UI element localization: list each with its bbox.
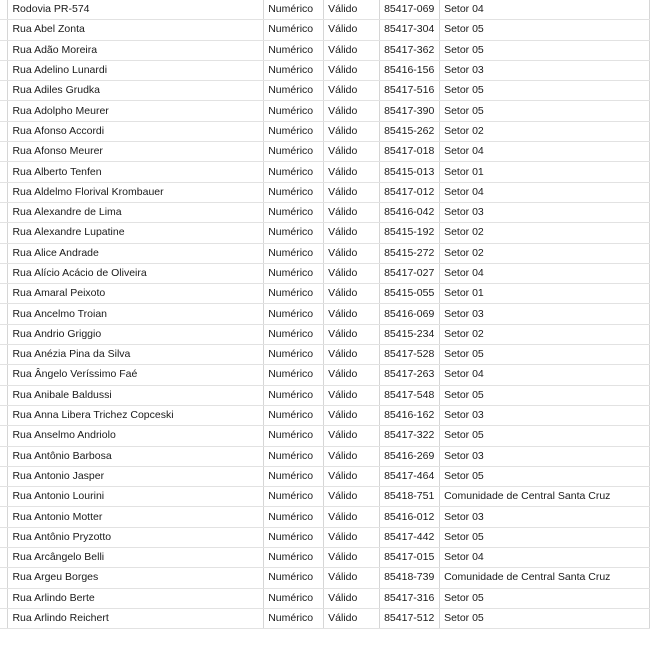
cell-type[interactable]: Numérico [264,304,324,324]
row-gutter [0,142,8,162]
cell-sector[interactable]: Setor 05 [440,588,650,608]
cell-street[interactable]: Rua Abel Zonta [8,20,264,40]
cell-type[interactable]: Numérico [264,142,324,162]
cell-sector[interactable]: Setor 01 [440,162,650,182]
row-gutter [0,405,8,425]
table-row[interactable] [0,40,650,60]
cell-status[interactable]: Válido [324,60,380,80]
table-row[interactable] [0,446,650,466]
cell-cep[interactable]: 85417-512 [380,608,440,628]
table-row[interactable] [0,162,650,182]
table-row[interactable] [0,487,650,507]
cell-cep[interactable]: 85417-516 [380,81,440,101]
cell-street[interactable]: Rua Anselmo Andriolo [8,426,264,446]
cell-type[interactable]: Numérico [264,507,324,527]
cell-cep[interactable]: 85417-012 [380,182,440,202]
cell-sector[interactable]: Setor 03 [440,446,650,466]
cell-type[interactable]: Numérico [264,162,324,182]
cell-type[interactable]: Numérico [264,548,324,568]
cell-street[interactable]: Rua Adiles Grudka [8,81,264,101]
cell-status[interactable]: Válido [324,548,380,568]
cell-status[interactable]: Válido [324,446,380,466]
cell-type[interactable]: Numérico [264,588,324,608]
cell-street[interactable]: Rua Afonso Meurer [8,142,264,162]
cell-cep[interactable]: 85416-269 [380,446,440,466]
cell-type[interactable]: Numérico [264,324,324,344]
cell-cep[interactable]: 85415-192 [380,223,440,243]
cell-street[interactable]: Rua Adolpho Meurer [8,101,264,121]
cell-cep[interactable]: 85417-390 [380,101,440,121]
table-row[interactable] [0,263,650,283]
table-row[interactable] [0,608,650,628]
row-gutter [0,0,8,20]
cell-street[interactable]: Rua Adelino Lunardi [8,60,264,80]
row-gutter [0,263,8,283]
cell-sector[interactable]: Setor 03 [440,202,650,222]
row-gutter [0,527,8,547]
cell-type[interactable]: Numérico [264,263,324,283]
table-row[interactable] [0,405,650,425]
cell-status[interactable]: Válido [324,588,380,608]
row-gutter [0,182,8,202]
cell-sector[interactable]: Setor 05 [440,426,650,446]
cell-status[interactable]: Válido [324,507,380,527]
cell-sector[interactable]: Setor 02 [440,121,650,141]
cell-cep[interactable]: 85417-528 [380,345,440,365]
cell-status[interactable]: Válido [324,162,380,182]
table-row[interactable] [0,548,650,568]
cell-status[interactable]: Válido [324,568,380,588]
cell-sector[interactable]: Setor 04 [440,0,650,20]
cell-type[interactable]: Numérico [264,60,324,80]
cell-street[interactable]: Rua Antônio Barbosa [8,446,264,466]
table-row[interactable] [0,365,650,385]
cell-sector[interactable]: Comunidade de Central Santa Cruz [440,568,650,588]
cell-street[interactable]: Rua Alexandre de Lima [8,202,264,222]
cell-street[interactable]: Rua Afonso Accordi [8,121,264,141]
cell-type[interactable]: Numérico [264,405,324,425]
cell-status[interactable]: Válido [324,304,380,324]
cell-cep[interactable]: 85417-362 [380,40,440,60]
row-gutter [0,466,8,486]
cell-status[interactable]: Válido [324,202,380,222]
cell-street[interactable]: Rua Argeu Borges [8,568,264,588]
cell-sector[interactable]: Setor 05 [440,81,650,101]
cell-status[interactable]: Válido [324,263,380,283]
row-gutter [0,121,8,141]
cell-status[interactable]: Válido [324,81,380,101]
cell-type[interactable]: Numérico [264,81,324,101]
cell-sector[interactable]: Setor 05 [440,527,650,547]
cell-street[interactable]: Rodovia PR-574 [8,0,264,20]
table-row[interactable] [0,121,650,141]
cell-status[interactable]: Válido [324,243,380,263]
cell-cep[interactable]: 85415-234 [380,324,440,344]
cell-type[interactable]: Numérico [264,365,324,385]
cell-sector[interactable]: Setor 05 [440,345,650,365]
cell-status[interactable]: Válido [324,101,380,121]
cell-type[interactable]: Numérico [264,40,324,60]
cell-type[interactable]: Numérico [264,182,324,202]
cell-cep[interactable]: 85417-548 [380,385,440,405]
cell-sector[interactable]: Setor 05 [440,101,650,121]
table-row[interactable] [0,142,650,162]
cell-sector[interactable]: Setor 02 [440,223,650,243]
row-gutter [0,60,8,80]
cell-cep[interactable]: 85416-156 [380,60,440,80]
cell-sector[interactable]: Setor 04 [440,182,650,202]
row-gutter [0,81,8,101]
cell-status[interactable]: Válido [324,223,380,243]
cell-street[interactable]: Rua Anna Libera Trichez Copceski [8,405,264,425]
cell-sector[interactable]: Comunidade de Central Santa Cruz [440,487,650,507]
cell-status[interactable]: Válido [324,527,380,547]
cell-type[interactable]: Numérico [264,345,324,365]
table-row[interactable] [0,345,650,365]
cell-type[interactable]: Numérico [264,385,324,405]
row-gutter [0,426,8,446]
row-gutter [0,568,8,588]
cell-cep[interactable]: 85417-015 [380,548,440,568]
row-gutter [0,608,8,628]
cell-cep[interactable]: 85415-055 [380,284,440,304]
cell-type[interactable]: Numérico [264,446,324,466]
cell-cep[interactable]: 85417-316 [380,588,440,608]
cell-sector[interactable]: Setor 03 [440,304,650,324]
table-row[interactable] [0,568,650,588]
cell-street[interactable]: Rua Aldelmo Florival Krombauer [8,182,264,202]
cell-street[interactable]: Rua Ângelo Veríssimo Faé [8,365,264,385]
table-row[interactable] [0,20,650,40]
table-row[interactable] [0,426,650,446]
cell-cep[interactable]: 85417-018 [380,142,440,162]
cell-type[interactable]: Numérico [264,202,324,222]
cell-cep[interactable]: 85417-027 [380,263,440,283]
cell-sector[interactable]: Setor 05 [440,20,650,40]
cell-street[interactable]: Rua Antonio Motter [8,507,264,527]
cell-sector[interactable]: Setor 05 [440,466,650,486]
cell-type[interactable]: Numérico [264,101,324,121]
row-gutter [0,243,8,263]
table-row[interactable] [0,223,650,243]
row-gutter [0,162,8,182]
cell-status[interactable]: Válido [324,142,380,162]
cell-sector[interactable]: Setor 05 [440,40,650,60]
cell-street[interactable]: Rua Amaral Peixoto [8,284,264,304]
cell-type[interactable]: Numérico [264,527,324,547]
cell-cep[interactable]: 85417-304 [380,20,440,40]
cell-status[interactable]: Válido [324,284,380,304]
row-gutter [0,324,8,344]
cell-street[interactable]: Rua Alice Andrade [8,243,264,263]
cell-street[interactable]: Rua Anibale Baldussi [8,385,264,405]
row-gutter [0,304,8,324]
table-row[interactable] [0,284,650,304]
table-row[interactable] [0,60,650,80]
table-row[interactable] [0,81,650,101]
table-row[interactable] [0,466,650,486]
cell-sector[interactable]: Setor 04 [440,142,650,162]
cell-street[interactable]: Rua Antonio Lourini [8,487,264,507]
cell-status[interactable]: Válido [324,608,380,628]
cell-type[interactable]: Numérico [264,0,324,20]
cell-status[interactable]: Válido [324,365,380,385]
table-row[interactable] [0,101,650,121]
cell-cep[interactable]: 85417-322 [380,426,440,446]
cell-cep[interactable]: 85415-262 [380,121,440,141]
cell-cep[interactable]: 85416-042 [380,202,440,222]
cell-sector[interactable]: Setor 02 [440,243,650,263]
cell-type[interactable]: Numérico [264,608,324,628]
cell-street[interactable]: Rua Antonio Jasper [8,466,264,486]
row-gutter [0,20,8,40]
table-row[interactable] [0,527,650,547]
row-gutter [0,507,8,527]
table-row[interactable] [0,588,650,608]
cell-sector[interactable]: Setor 04 [440,365,650,385]
cell-sector[interactable]: Setor 04 [440,263,650,283]
cell-cep[interactable]: 85416-012 [380,507,440,527]
cell-cep[interactable]: 85415-013 [380,162,440,182]
table-row[interactable] [0,182,650,202]
table-row[interactable] [0,507,650,527]
cell-type[interactable]: Numérico [264,487,324,507]
cell-cep[interactable]: 85418-751 [380,487,440,507]
cell-type[interactable]: Numérico [264,466,324,486]
cell-street[interactable]: Rua Arcângelo Belli [8,548,264,568]
row-gutter [0,385,8,405]
cell-status[interactable]: Válido [324,324,380,344]
cell-sector[interactable]: Setor 04 [440,548,650,568]
table-row[interactable] [0,385,650,405]
row-gutter [0,101,8,121]
cell-sector[interactable]: Setor 01 [440,284,650,304]
row-gutter [0,487,8,507]
cell-status[interactable]: Válido [324,182,380,202]
cell-sector[interactable]: Setor 05 [440,608,650,628]
row-gutter [0,284,8,304]
cell-street[interactable]: Rua Andrio Griggio [8,324,264,344]
cell-type[interactable]: Numérico [264,426,324,446]
cell-sector[interactable]: Setor 05 [440,385,650,405]
cell-street[interactable]: Rua Alício Acácio de Oliveira [8,263,264,283]
cell-type[interactable]: Numérico [264,568,324,588]
cell-street[interactable]: Rua Alberto Tenfen [8,162,264,182]
cell-cep[interactable]: 85415-272 [380,243,440,263]
cell-status[interactable]: Válido [324,385,380,405]
cell-street[interactable]: Rua Alexandre Lupatine [8,223,264,243]
cell-status[interactable]: Válido [324,405,380,425]
cell-street[interactable]: Rua Anézia Pina da Silva [8,345,264,365]
cell-status[interactable]: Válido [324,40,380,60]
row-gutter [0,365,8,385]
row-gutter [0,588,8,608]
table-row[interactable] [0,0,650,20]
row-gutter [0,223,8,243]
cell-status[interactable]: Válido [324,20,380,40]
cell-street[interactable]: Rua Ancelmo Troian [8,304,264,324]
table-row[interactable] [0,243,650,263]
cell-street[interactable]: Rua Arlindo Reichert [8,608,264,628]
row-gutter [0,40,8,60]
cell-type[interactable]: Numérico [264,223,324,243]
cell-type[interactable]: Numérico [264,284,324,304]
cell-sector[interactable]: Setor 03 [440,405,650,425]
cell-sector[interactable]: Setor 02 [440,324,650,344]
row-gutter [0,548,8,568]
cell-street[interactable]: Rua Adão Moreira [8,40,264,60]
table-row[interactable] [0,202,650,222]
cell-street[interactable]: Rua Arlindo Berte [8,588,264,608]
table-row[interactable] [0,324,650,344]
row-gutter [0,446,8,466]
cell-sector[interactable]: Setor 03 [440,60,650,80]
cell-sector[interactable]: Setor 03 [440,507,650,527]
cell-status[interactable]: Válido [324,426,380,446]
cell-cep[interactable]: 85417-464 [380,466,440,486]
cell-cep[interactable]: 85418-739 [380,568,440,588]
cell-cep[interactable]: 85417-442 [380,527,440,547]
cell-type[interactable]: Numérico [264,243,324,263]
cell-type[interactable]: Numérico [264,20,324,40]
cell-status[interactable]: Válido [324,0,380,20]
cell-type[interactable]: Numérico [264,121,324,141]
cell-cep[interactable]: 85416-162 [380,405,440,425]
table-row[interactable] [0,304,650,324]
row-gutter [0,202,8,222]
cell-cep[interactable]: 85416-069 [380,304,440,324]
cell-status[interactable]: Válido [324,121,380,141]
cell-status[interactable]: Válido [324,466,380,486]
cell-street[interactable]: Rua Antônio Pryzotto [8,527,264,547]
cell-cep[interactable]: 85417-263 [380,365,440,385]
cell-status[interactable]: Válido [324,345,380,365]
cell-cep[interactable]: 85417-069 [380,0,440,20]
row-gutter [0,345,8,365]
cell-status[interactable]: Válido [324,487,380,507]
